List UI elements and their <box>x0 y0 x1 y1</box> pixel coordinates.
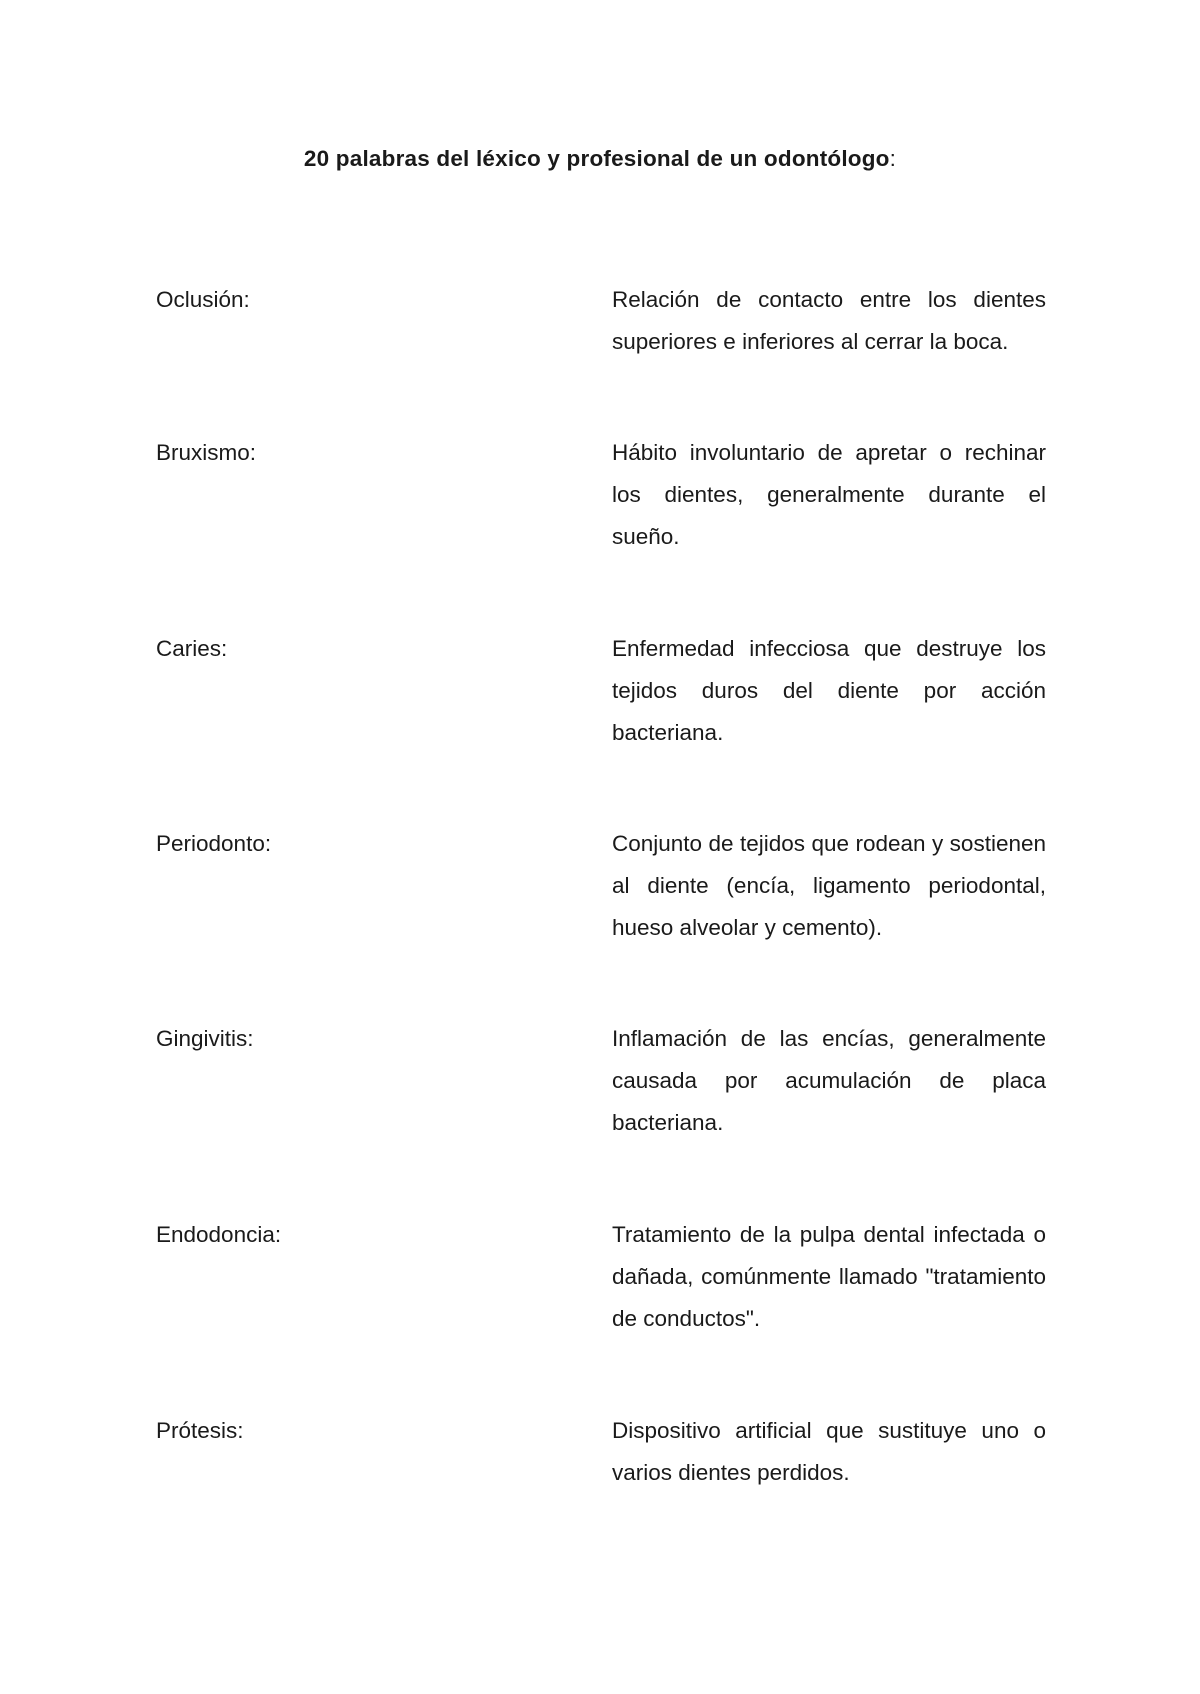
glossary-definition: Tratamiento de la pulpa dental infectada o dañada, comúnmente llamado "tratamiento de conductos". <box>612 1222 1046 1331</box>
glossary-definition: Conjunto de tejidos que rodean y sostienen al diente (encía, ligamento periodontal, hueso alveolar y cemento). <box>612 831 1046 940</box>
glossary-term: Gingivitis: <box>156 1026 254 1051</box>
glossary-definition: Dispositivo artificial que sustituye uno o varios dientes perdidos. <box>612 1418 1046 1485</box>
glossary-term: Oclusión: <box>156 287 250 312</box>
glossary-term: Bruxismo: <box>156 440 257 465</box>
glossary-term: Prótesis: <box>156 1418 244 1443</box>
glossary-definition: Hábito involuntario de apretar o rechinar los dientes, generalmente durante el sueño. <box>612 440 1046 549</box>
document-title-suffix: : <box>889 146 897 171</box>
document-title-bold: 20 palabras del léxico y profesional de un odontólogo <box>303 146 890 171</box>
glossary-definition: Enfermedad infecciosa que destruye los tejidos duros del diente por acción bacteriana. <box>612 636 1046 745</box>
glossary-definition: Inflamación de las encías, generalmente causada por acumulación de placa bacteriana. <box>612 1026 1046 1135</box>
glossary-definition: Relación de contacto entre los dientes superiores e inferiores al cerrar la boca. <box>612 287 1046 354</box>
glossary-term: Periodonto: <box>156 831 272 856</box>
document-title <box>0 144 1200 174</box>
glossary-term: Caries: <box>156 636 228 661</box>
glossary-term: Endodoncia: <box>156 1222 282 1247</box>
